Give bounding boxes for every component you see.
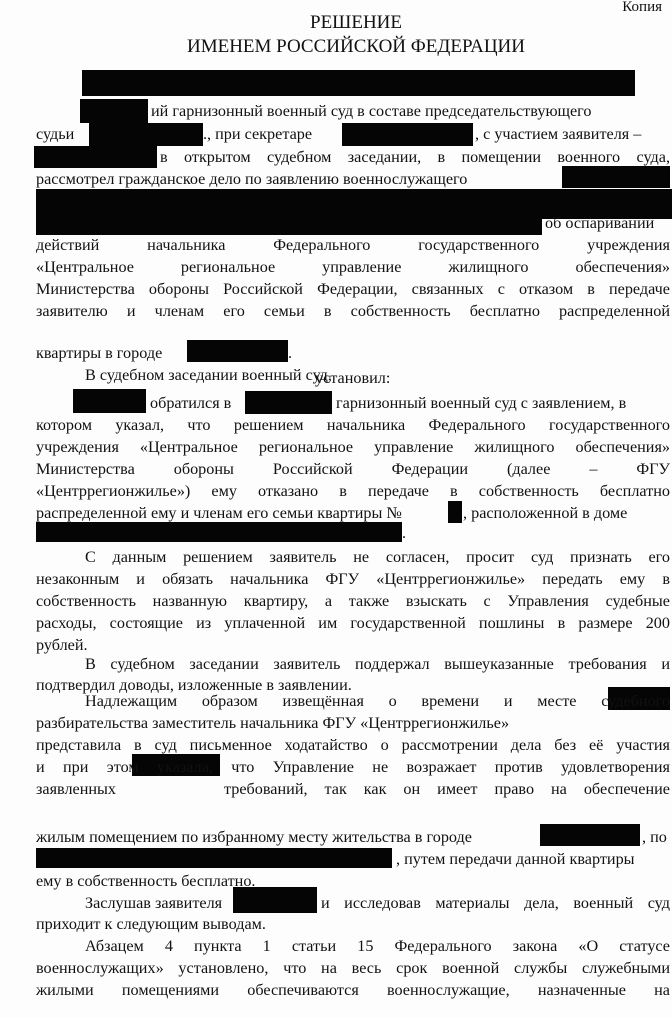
text-line: жилым помещением по избранному месту жительства в городе [36,828,472,846]
text-line: ., при секретаре [203,125,313,143]
text-line: Министерства обороны Российской Федерации (далее – ФГУ [36,460,670,478]
document-subtitle: ИМЕНЕМ РОССИЙСКОЙ ФЕДЕРАЦИИ [186,36,525,57]
redaction-bar [82,70,635,96]
text-line: Заслушав заявителя [85,894,223,912]
text-line: военнослужащих» установлено, что на весь срок военной службы служебными [36,959,670,977]
text-line: «Центральное региональное управление жилищного обеспечения» [36,258,670,276]
text-line: , путем передачи данной квартиры [396,850,635,868]
text-line: рассмотрел гражданское дело по заявлению военнослужащего [36,170,468,188]
text-line: жилыми помещениями обеспечиваются военнослужащие, назначенные на [36,981,670,999]
document-title: РЕШЕНИЕ [310,12,402,33]
text-line: об оспаривании [545,214,655,232]
redaction-bar [89,123,203,146]
redaction-bar [245,391,332,414]
text-line: Надлежащим образом извещённая о времени и месте судебного [85,692,670,710]
redaction-bar [562,166,670,188]
text-line: расходы, состоящие из уплаченной им государственной пошлины в размере 200 [36,614,670,632]
redaction-bar [34,146,157,168]
text-line: в открытом судебном заседании, в помещении военного суда, [160,148,670,166]
text-line: . [288,344,293,362]
redaction-bar [36,848,392,868]
text-line: , расположенной в доме [463,504,628,522]
text-line: и исследовав материалы дела, военный суд [321,894,670,912]
text-line: обратился в [150,394,232,412]
text-line: рублей. [36,636,88,654]
text-line: . [402,524,407,542]
section-heading: установил: [315,369,391,387]
redaction-bar [36,522,402,542]
text-line: распределенной ему и членам его семьи квартиры № [36,504,402,522]
text-line: учреждения «Центральное региональное управление жилищного обеспечения» [36,438,670,456]
text-line: Абзацем 4 пункта 1 статьи 15 Федерального закона «О статусе [85,937,670,955]
redaction-bar [80,99,148,123]
text-line: ему в собственность бесплатно. [36,872,256,890]
text-line: незаконным и обязать начальника ФГУ «Центррегионжилье» передать ему в [36,570,670,588]
text-line: квартиры в городе [36,344,163,362]
text-line: действий начальника Федерального государственного учреждения [36,236,670,254]
redaction-bar [342,123,473,146]
redaction-bar [448,501,462,523]
redaction-bar [540,824,640,846]
text-line: и при этом указала, что Управление не возражает против удовлетворения [36,758,670,776]
text-line: заявленных [36,780,117,798]
text-line: С данным решением заявитель не согласен, просит суд признать его [85,548,670,566]
text-line: приходит к следующим выводам. [36,915,266,933]
text-line: собственность названную квартиру, а также взыскать с Управления судебные [36,592,670,610]
text-line: требований, так как он имеет право на обеспечение [224,780,670,798]
text-line: ий гарнизонный военный суд в составе председательствующего [151,102,592,120]
copy-label: Копия [622,0,662,15]
redaction-bar [187,340,288,362]
text-line: судьи [36,125,75,143]
text-line: , с участием заявителя – [475,125,642,143]
redaction-bar [36,219,542,235]
text-line: гарнизонный военный суд с заявлением, в [336,394,627,412]
text-line: В судебном заседании военный суд, [85,366,332,384]
text-line: «Центррегионжилье») ему отказано в передаче в собственность бесплатно [36,482,670,500]
text-line: В судебном заседании заявитель поддержал вышеуказанные требования и [85,655,670,673]
text-line: заявителю и членам его семьи в собственность бесплатно распределенной [36,302,670,320]
text-line: разбирательства заместитель начальника ФГУ «Центррегионжилье» [36,714,510,732]
text-line: подтвердил доводы, изложенные в заявлении. [36,676,352,694]
redaction-bar [73,389,146,413]
text-line: представила в суд письменное ходатайство о рассмотрении дела без её участия [36,736,670,754]
text-line: котором указал, что решением начальника Федерального государственного [36,416,670,434]
text-line: , по [642,828,667,846]
text-line: Министерства обороны Российской Федерации, связанных с отказом в передаче [36,280,670,298]
